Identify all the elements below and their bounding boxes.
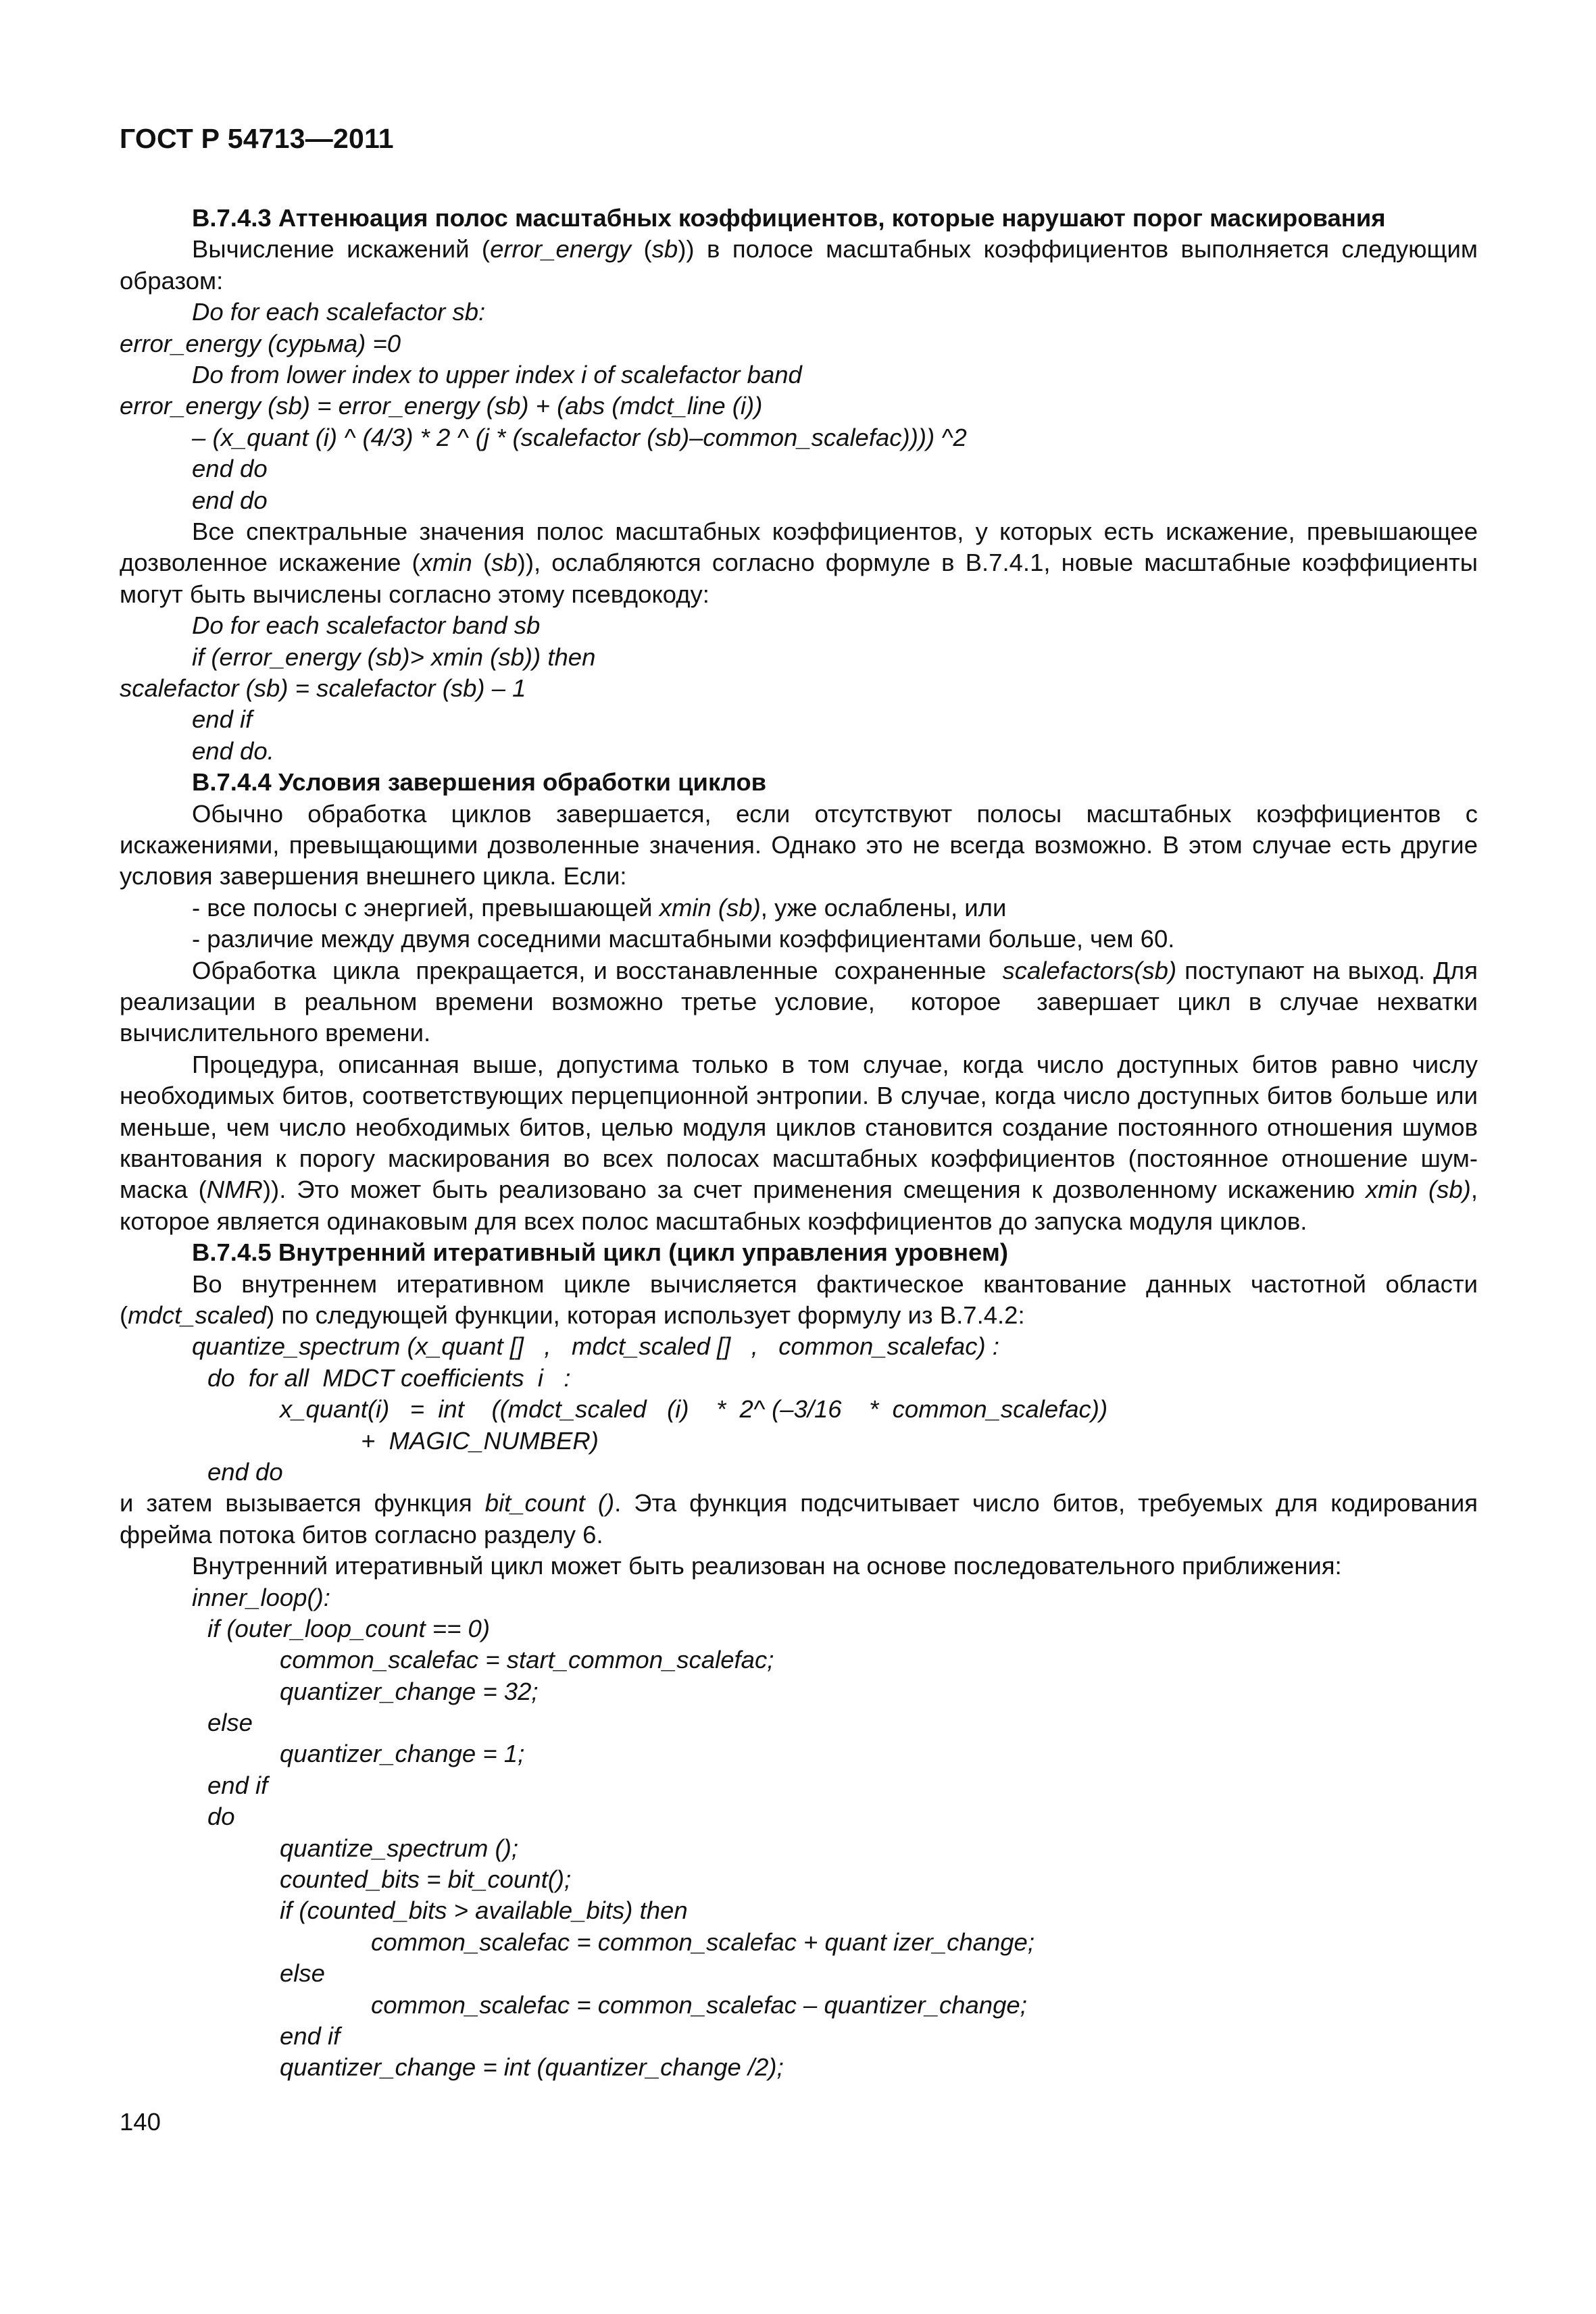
list-item: - различие между двумя соседними масштабными коэффициентами больше, чем 60.	[192, 925, 1175, 953]
code-line: end do.	[192, 736, 274, 765]
list-item: - все полосы с энергией, превышающей xmin (sb), уже ослаблены, или	[192, 893, 1007, 922]
code-line: scalefactor (sb) = scalefactor (sb) – 1	[120, 674, 526, 702]
code-line: quantizer_change = 1;	[280, 1740, 525, 1768]
section-heading-b744: В.7.4.4 Условия завершения обработки циклов	[192, 768, 767, 797]
code-line: if (error_energy (sb)> xmin (sb)) then	[192, 643, 596, 671]
code-line: Do from lower index to upper index i of scalefactor band	[192, 360, 802, 388]
paragraph: Процедура, описанная выше, допустима только в том случае, когда число доступных битов равно числу необходимых битов, соответствующих перцепционной энтропии. В случае, когда число доступных битов больше или меньше, чем число необходимых битов, целью модуля циклов становится создание постоянного отношения шумов квантования к порогу маскирования во всех полосах масштабных коэффициентов (постоянное отношение шум-маска (NMR)). Это может быть реализовано за счет применения смещения к дозволенному искажению xmin (sb), которое является одинаковым для всех полос масштабных коэффициентов до запуска модуля циклов.	[120, 1050, 1478, 1235]
code-line: else	[280, 1959, 325, 1988]
page-number: 140	[120, 2108, 161, 2136]
paragraph: Все спектральные значения полос масштабных коэффициентов, у которых есть искажение, превышающее дозволенное искажение (xmin (sb)), ослабляются согласно формуле в В.7.4.1, новые масштабные коэффициенты могут быть вычислены согласно этому псевдокоду:	[120, 517, 1478, 608]
code-line: counted_bits = bit_count();	[280, 1865, 572, 1894]
code-line: end do	[192, 455, 268, 483]
paragraph: Во внутреннем итеративном цикле вычисляется фактическое квантование данных частотной области (mdct_scaled) по следующей функции, которая использует формулу из В.7.4.2:	[120, 1269, 1478, 1329]
code-line: if (outer_loop_count == 0)	[207, 1614, 491, 1642]
code-line: Do for each scalefactor band sb	[192, 611, 541, 640]
code-line: common_scalefac = common_scalefac + quant izer_change;	[371, 1928, 1034, 1956]
code-line: end if	[280, 2021, 341, 2050]
code-line: error_energy (сурьма) =0	[120, 329, 401, 357]
code-line: end do	[192, 486, 268, 514]
code-line: x_quant(i) = int ((mdct_scaled (i) * 2^ (–3/16 * common_scalefac))	[280, 1395, 1108, 1424]
code-line: + MAGIC_NUMBER)	[361, 1426, 599, 1455]
standard-header: ГОСТ Р 54713—2011	[120, 123, 394, 154]
code-line: do for all MDCT coefficients i :	[207, 1363, 571, 1392]
section-heading-b745: В.7.4.5 Внутренний итеративный цикл (цикл управления уровнем)	[192, 1238, 1008, 1267]
code-line: error_energy (sb) = error_energy (sb) + (abs (mdct_line (i))	[120, 392, 763, 420]
code-line: end do	[207, 1457, 283, 1486]
paragraph: Обработка цикла прекращается, и восстанавленные сохраненные scalefactors(sb) поступают на выход. Для реализации в реальном времени возможно третье условие, которое завершает цикл в случае нехватки вычислительного времени.	[120, 956, 1485, 1047]
code-line: inner_loop():	[192, 1583, 330, 1611]
paragraph: Обычно обработка циклов завершается, если отсутствуют полосы масштабных коэффициентов с искажениями, превыщающими дозволенные значения. Однако это не всегда возможно. В этом случае есть другие условия завершения внешнего цикла. Если:	[120, 799, 1478, 890]
page-content	[120, 203, 1485, 2084]
code-line: if (counted_bits > available_bits) then	[280, 1896, 688, 1925]
code-line: common_scalefac = start_common_scalefac;	[280, 1646, 774, 1674]
code-line: quantizer_change = 32;	[280, 1677, 539, 1705]
code-line: do	[207, 1803, 235, 1831]
code-line: quantize_spectrum (x_quant [] , mdct_scaled [] , common_scalefac) :	[192, 1332, 999, 1361]
paragraph: и затем вызывается функция bit_count (). Эта функция подсчитывает число битов, требуемых для кодирования фрейма потока битов согласно разделу 6.	[120, 1489, 1478, 1549]
section-heading-b743: В.7.4.3 Аттенюация полос масштабных коэффициентов, которые нарушают порог маскирования	[192, 204, 1386, 232]
paragraph: Внутренний итеративный цикл может быть реализован на основе последовательного приближения:	[192, 1552, 1342, 1580]
code-line: else	[207, 1709, 253, 1737]
code-line: quantizer_change = int (quantizer_change /2);	[280, 2053, 784, 2082]
code-line: quantize_spectrum ();	[280, 1834, 518, 1862]
paragraph: Вычисление искажений (error_energy (sb)) в полосе масштабных коэффициентов выполняется следующим образом:	[120, 235, 1478, 295]
code-line: common_scalefac = common_scalefac – quantizer_change;	[371, 1990, 1027, 2019]
code-line: end if	[207, 1771, 268, 1799]
code-line: Do for each scalefactor sb:	[192, 298, 486, 326]
code-line: end if	[192, 705, 253, 734]
code-line: – (x_quant (i) ^ (4/3) * 2 ^ (j * (scalefactor (sb)–common_scalefac)))) ^2	[192, 423, 967, 451]
